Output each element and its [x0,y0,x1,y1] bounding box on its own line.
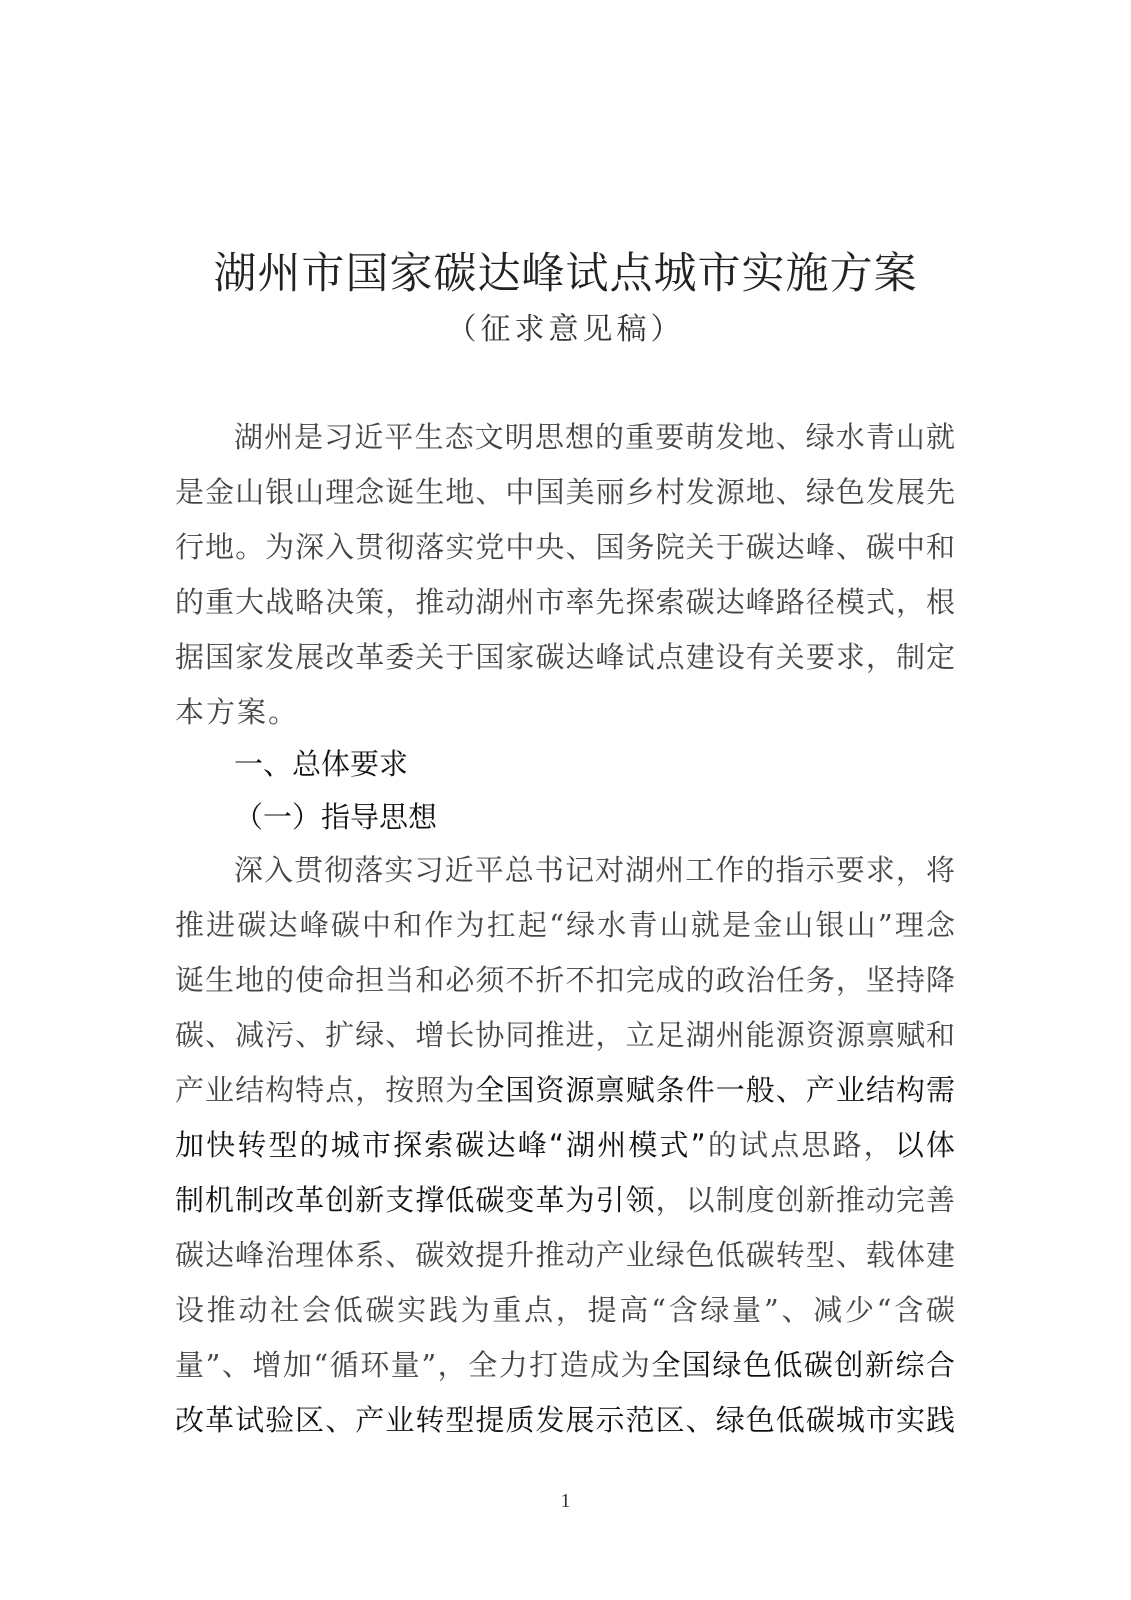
paragraph-line: 深入贯彻落实习近平总书记对湖州工作的指示要求，将 [234,853,955,887]
paragraph-line: 是金山银山理念诞生地、中国美丽乡村发源地、绿色发展先 [175,475,955,509]
paragraph-line: 碳、减污、扩绿、增长协同推进，立足湖州能源资源禀赋和 [175,1018,955,1052]
paragraph-line: 推进碳达峰碳中和作为扛起“绿水青山就是金山银山”理念 [175,908,955,942]
emphasized-text: 以体 [894,1128,955,1162]
text-run: 产业结构特点，按照为 [175,1073,476,1107]
paragraph-line: 诞生地的使命担当和必须不折不扣完成的政治任务，坚持降 [175,963,955,997]
paragraph-line: 行地。为深入贯彻落实党中央、国务院关于碳达峰、碳中和 [175,530,955,564]
paragraph-line: 据国家发展改革委关于国家碳达峰试点建设有关要求，制定 [175,640,955,674]
emphasized-text: 全国资源禀赋条件一般、产业结构需 [475,1073,955,1107]
paragraph-line [175,1066,955,1114]
paragraph-line: 本方案。 [175,695,300,729]
page-number: 1 [560,1490,571,1512]
paragraph-line: 设推动社会低碳实践为重点，提高“含绿量”、减少“含碳 [175,1293,955,1327]
paragraph-line: 湖州是习近平生态文明思想的重要萌发地、绿水青山就 [234,420,955,454]
text-run: 的试点思路， [705,1128,895,1162]
paragraph-line [175,1176,955,1224]
text-run: 量”、增加“循环量”，全力打造成为 [175,1348,652,1382]
emphasized-text: 制机制改革创新支撑低碳变革为引领 [175,1183,656,1217]
paragraph-line [175,1121,955,1169]
emphasized-text: 全国绿色低碳创新综合 [651,1348,955,1382]
paragraph-line [175,1341,955,1389]
document-title: 湖州市国家碳达峰试点城市实施方案 [213,249,918,299]
subsection-heading: （一）指导思想 [234,800,438,834]
paragraph-line: 的重大战略决策，推动湖州市率先探索碳达峰路径模式，根 [175,585,955,619]
section-heading: 一、总体要求 [234,747,409,781]
text-run: ，以制度创新推动完善 [655,1183,955,1217]
paragraph-line: 碳达峰治理体系、碳效提升推动产业绿色低碳转型、载体建 [175,1238,955,1272]
paragraph-line: 改革试验区、产业转型提质发展示范区、绿色低碳城市实践 [175,1403,955,1437]
document-subtitle: （征求意见稿） [446,312,685,347]
emphasized-text: 加快转型的城市探索碳达峰“湖州模式” [175,1128,706,1162]
